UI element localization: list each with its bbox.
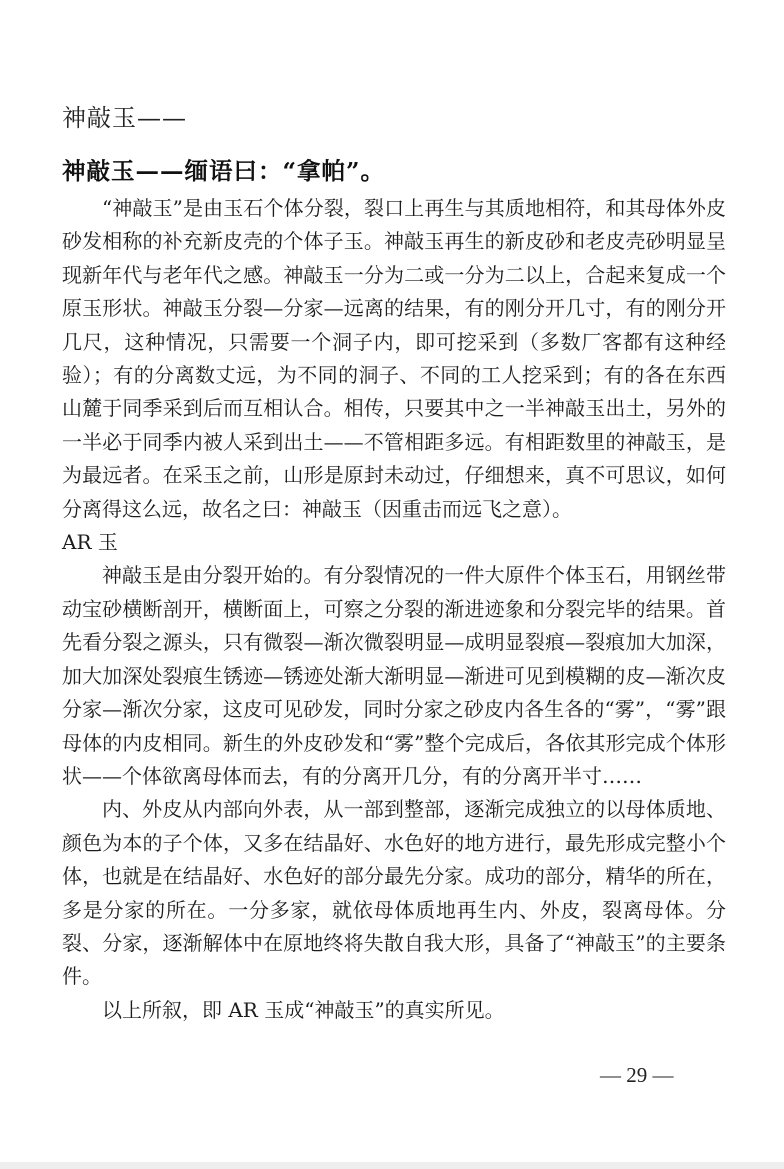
paragraph-definition: “神敲玉”是由玉石个体分裂，裂口上再生与其质地相符，和其母体外皮砂发相称的补充新皮壳的个体子玉。神敲玉再生的新皮砂和老皮壳砂明显呈现新年代与老年代之感。神敲玉一分为二或一分为二以上，合起来复成一个原玉形状。神敲玉分裂—分家—远离的结果，有的刚分开几寸，有的刚分开几尺，这种情况，只需要一个洞子内，即可挖采到（多数厂客都有这种经验）；有的分离数丈远，为不同的洞子、不同的工人挖采到；有的各在东西山麓于同季采到后而互相认合。相传，只要其中之一半神敲玉出土，另外的一半必于同季内被人采到出土——不管相距多远。有相距数里的神敲玉，是为最远者。在采玉之前，山形是原封未动过，仔细想来，真不可思议，如何分离得这么远，故名之曰：神敲玉（因重击而远飞之意）。: [62, 196, 726, 521]
paragraph-splitting-process: 神敲玉是由分裂开始的。有分裂情况的一件大原件个体玉石，用钢丝带动宝砂横断剖开，横断面上，可察之分裂的渐进迹象和分裂完毕的结果。首先看分裂之源头，只有微裂—渐次微裂明显—成明显裂痕—裂痕加大加深，加大加深处裂痕生锈迹—锈迹处渐大渐明显—渐进可见到模糊的皮—渐次皮分家—渐次分家，这皮可见砂发，同时分家之砂皮内各生各的“雾”，“雾”跟母体的内皮相同。新生的外皮砂发和“雾”整个完成后，各依其形完成个体形状——个体欲离母体而去，有的分离开几分，有的分离开半寸……: [62, 563, 726, 788]
body-text: [62, 192, 726, 1027]
subheading-ar-jade: AR 玉: [62, 530, 118, 555]
page-number: — 29 —: [600, 1063, 674, 1087]
page-bottom-edge: [0, 1162, 784, 1169]
paragraph-inner-outer-skin: 内、外皮从内部向外表，从一部到整部，逐渐完成独立的以母体质地、颜色为本的子个体，又多在结晶好、水色好的地方进行，最先形成完整小个体，也就是在结晶好、水色好的部分最先分家。成功的部分，精华的所在，多是分家的所在。一分多家，就依母体质地再生内、外皮，裂离母体。分裂、分家，逐渐解体中在原地终将失散自我大形，具备了“神敲玉”的主要条件。: [62, 797, 726, 989]
section-heading: 神敲玉——缅语曰：“拿帕”。: [62, 157, 386, 185]
paragraph-conclusion: 以上所叙，即 AR 玉成“神敲玉”的真实所见。: [102, 997, 505, 1022]
running-title: 神敲玉——: [62, 104, 187, 132]
